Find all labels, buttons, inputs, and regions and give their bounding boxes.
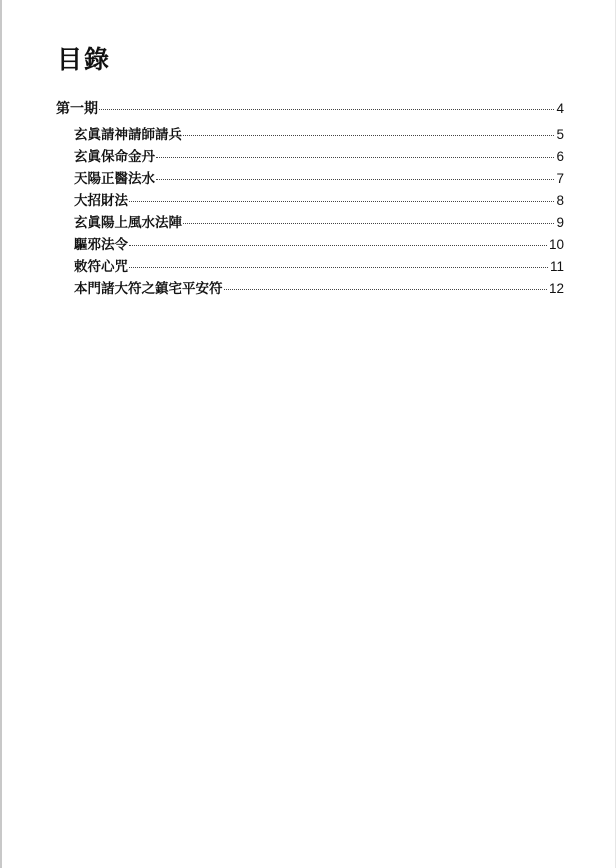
toc-entry-page: 5 bbox=[556, 127, 564, 142]
toc-entry[interactable] bbox=[56, 190, 564, 212]
toc-entry[interactable] bbox=[56, 146, 564, 168]
toc-dot-leader bbox=[99, 108, 554, 110]
page-left-edge bbox=[0, 0, 2, 868]
toc-entry-label: 玄眞請神請師請兵 bbox=[74, 127, 182, 143]
toc-entry-page: 4 bbox=[556, 101, 564, 116]
toc-entry[interactable] bbox=[56, 124, 564, 146]
toc-dot-leader bbox=[129, 244, 547, 246]
toc-entry-label: 玄眞保命金丹 bbox=[74, 149, 155, 165]
toc-entry-page: 9 bbox=[556, 215, 564, 230]
toc-entry-page: 12 bbox=[548, 281, 564, 296]
toc-entry-label: 第一期 bbox=[56, 101, 98, 117]
toc-entry-page: 7 bbox=[556, 171, 564, 186]
toc-entry[interactable] bbox=[56, 278, 564, 300]
toc-title: 目錄 bbox=[57, 45, 112, 74]
toc-dot-leader bbox=[129, 266, 548, 268]
toc-dot-leader bbox=[156, 156, 554, 158]
toc-entry-label: 大招財法 bbox=[74, 193, 128, 209]
toc-entry-page: 8 bbox=[556, 193, 564, 208]
toc-entry[interactable] bbox=[56, 234, 564, 256]
toc-dot-leader bbox=[129, 200, 554, 202]
toc-entry[interactable] bbox=[56, 212, 564, 234]
toc-entry[interactable] bbox=[56, 168, 564, 190]
toc-entry-page: 10 bbox=[548, 237, 564, 252]
toc-entry-page: 11 bbox=[549, 259, 564, 274]
table-of-contents bbox=[56, 98, 564, 300]
toc-dot-leader bbox=[156, 178, 554, 180]
toc-entry-label: 玄眞陽上風水法陣 bbox=[74, 215, 182, 231]
toc-dot-leader bbox=[224, 288, 547, 290]
toc-entry-page: 6 bbox=[556, 149, 564, 164]
toc-entry-label: 天陽正醫法水 bbox=[74, 171, 155, 187]
toc-entry-label: 驅邪法令 bbox=[74, 237, 128, 253]
toc-entry-chapter-1[interactable] bbox=[56, 98, 564, 120]
toc-entry[interactable] bbox=[56, 256, 564, 278]
toc-entry-label: 敕符心咒 bbox=[74, 259, 128, 275]
toc-dot-leader bbox=[183, 222, 554, 224]
toc-entry-label: 本門諸大符之鎮宅平安符 bbox=[74, 281, 223, 297]
toc-dot-leader bbox=[183, 134, 554, 136]
